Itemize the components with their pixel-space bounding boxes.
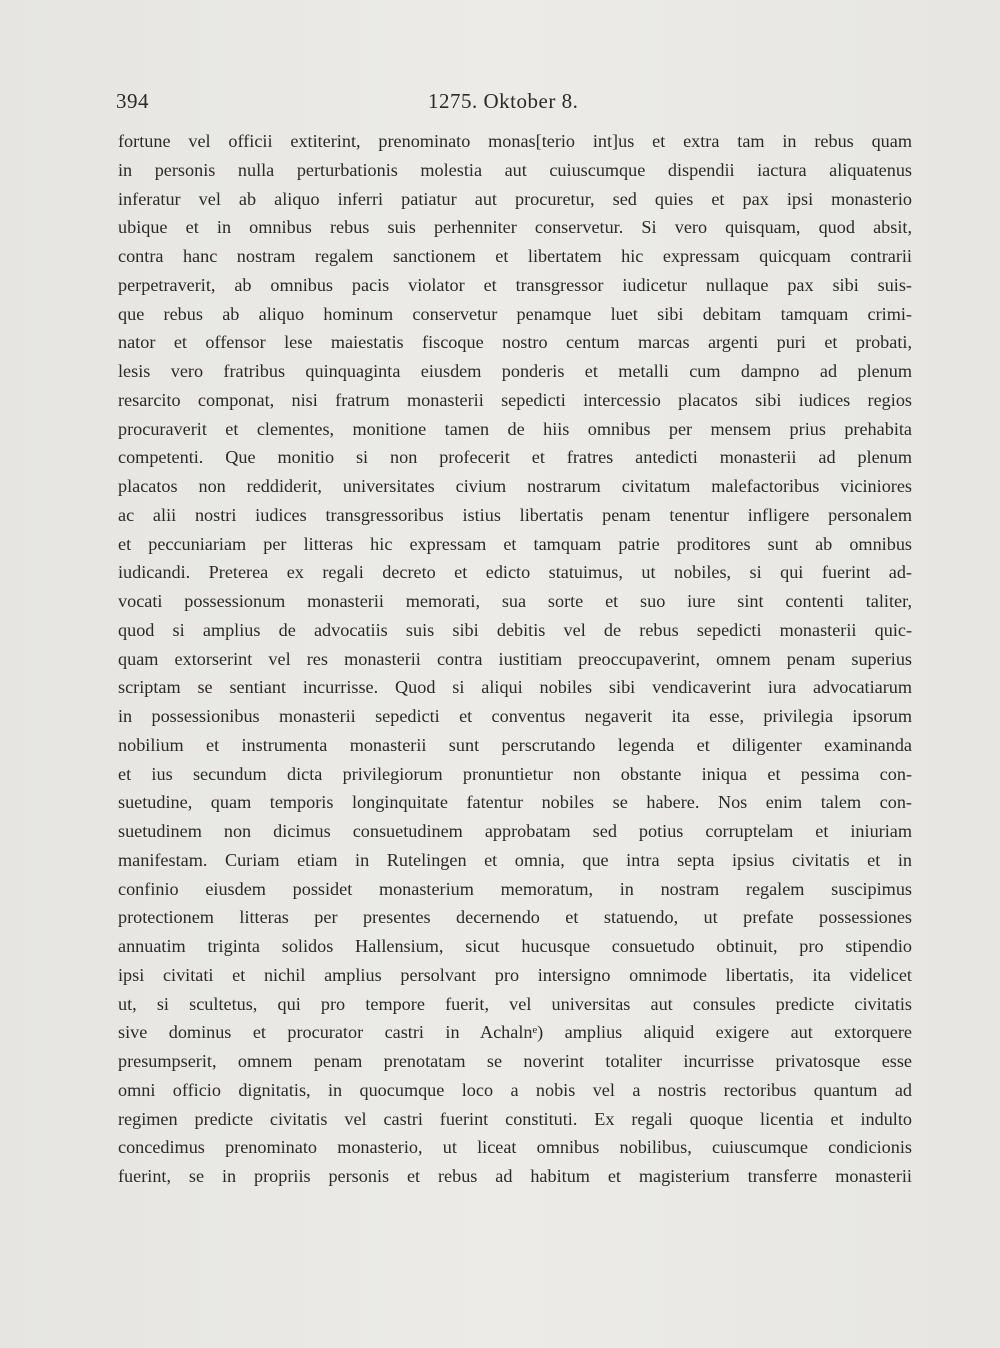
text-line: protectionem litteras per presentes decernendo et statuendo, ut prefate possessiones [118, 907, 912, 928]
text-line: manifestam. Curiam etiam in Rutelingen et omnia, que intra septa ipsius civitatis et in [118, 849, 912, 870]
text-line: nator et offensor lese maiestatis fiscoque nostro centum marcas argenti puri et probati, [118, 332, 912, 353]
text-line: contra hanc nostram regalem sanctionem et libertatem hic expressam quicquam contrarii [118, 246, 912, 266]
text-line: iudicandi. Preterea ex regali decreto et edicto statuimus, ut nobiles, si qui fuerint ad- [118, 562, 912, 583]
text-line: placatos non reddiderit, universitates civium nostrarum civitatum malefactoribus viciniores [118, 476, 912, 496]
text-line: lesis vero fratribus quinquaginta eiusdem ponderis et metalli cum dampno ad plenum [118, 361, 912, 381]
text-line: procuraverit et clementes, monitione tamen de hiis omnibus per mensem prius prehabita [118, 418, 912, 439]
text-line: confinio eiusdem possidet monasterium memoratum, in nostram regalem suscipimus [118, 878, 912, 899]
text-line: perpetraverit, ab omnibus pacis violator et transgressor iudicetur nullaque pax sibi suis- [118, 274, 912, 295]
text-line: omni officio dignitatis, in quocumque loco a nobis vel a nostris rectoribus quantum ad [118, 1079, 912, 1100]
text-line: resarcito componat, nisi fratrum monasterii sepedicti intercessio placatos sibi iudices regios [118, 389, 912, 410]
text-line: concedimus prenominato monasterio, ut liceat omnibus nobilibus, cuiuscumque condicionis [118, 1137, 912, 1158]
text-line: scriptam se sentiant incurrisse. Quod si aliqui nobiles sibi vendicaverint iura advocatiarum [118, 677, 912, 698]
text-line: ac alii nostri iudices transgressoribus istius libertatis penam tenentur infligere personalem [118, 504, 912, 525]
text-line: que rebus ab aliquo hominum conservetur penamque luet sibi debitam tamquam crimi- [118, 303, 912, 324]
text-line: regimen predicte civitatis vel castri fuerint constituti. Ex regali quoque licentia et indulto [118, 1108, 912, 1129]
text-line: in possessionibus monasterii sepedicti et conventus negaverit ita esse, privilegia ipsorum [118, 706, 912, 726]
text-line: in personis nulla perturbationis molestia aut cuiuscumque dispendii iactura aliquatenus [118, 159, 912, 180]
text-line: fuerint, se in propriis personis et rebus ad habitum et magisterium transferre monasterii [118, 1166, 912, 1186]
text-line: annuatim triginta solidos Hallensium, sicut hucusque consuetudo obtinuit, pro stipendio [118, 936, 912, 956]
text-line: nobilium et instrumenta monasterii sunt perscrutando legenda et diligenter examinanda [118, 734, 912, 755]
text-line: ipsi civitati et nichil amplius persolvant pro intersigno omnimode libertatis, ita videlicet [118, 964, 912, 985]
header-date: 1275. Oktober 8. [428, 89, 579, 113]
text-line: competenti. Que monitio si non profecerit et fratres antedicti monasterii ad plenum [118, 447, 912, 468]
text-line: ubique et in omnibus rebus suis perhenniter conservetur. Si vero quisquam, quod absit, [118, 217, 912, 238]
text-line: vocati possessionum monasterii memorati, sua sorte et suo iure sint contenti taliter, [118, 591, 912, 611]
running-head [0, 89, 1000, 117]
body-text [118, 127, 912, 1191]
page-number: 394 [116, 89, 149, 113]
text-line: ut, si scultetus, qui pro tempore fuerit, vel universitas aut consules predicte civitatis [118, 993, 912, 1014]
text-line: sive dominus et procurator castri in Achalnᵉ) amplius aliquid exigere aut extorquere [118, 1022, 912, 1043]
text-line: quod si amplius de advocatiis suis sibi debitis vel de rebus sepedicti monasterii quic- [118, 619, 912, 640]
text-line: suetudine, quam temporis longinquitate fatentur nobiles se habere. Nos enim talem con- [118, 792, 912, 813]
text-line: suetudinem non dicimus consuetudinem approbatam sed potius corruptelam et iniuriam [118, 821, 912, 841]
text-line: presumpserit, omnem penam prenotatam se noverint totaliter incurrisse privatosque esse [118, 1051, 912, 1071]
text-line: et peccuniariam per litteras hic expressam et tamquam patrie proditores sunt ab omnibus [118, 533, 912, 554]
text-line: et ius secundum dicta privilegiorum pronuntietur non obstante iniqua et pessima con- [118, 763, 912, 784]
text-line: quam extorserint vel res monasterii contra iustitiam preoccupaverint, omnem penam superius [118, 648, 912, 669]
text-line: fortune vel officii extiterint, prenominato monas[terio int]us et extra tam in rebus quam [118, 131, 912, 151]
text-line: inferatur vel ab aliquo inferri patiatur aut procuretur, sed quies et pax ipsi monasterio [118, 188, 912, 209]
